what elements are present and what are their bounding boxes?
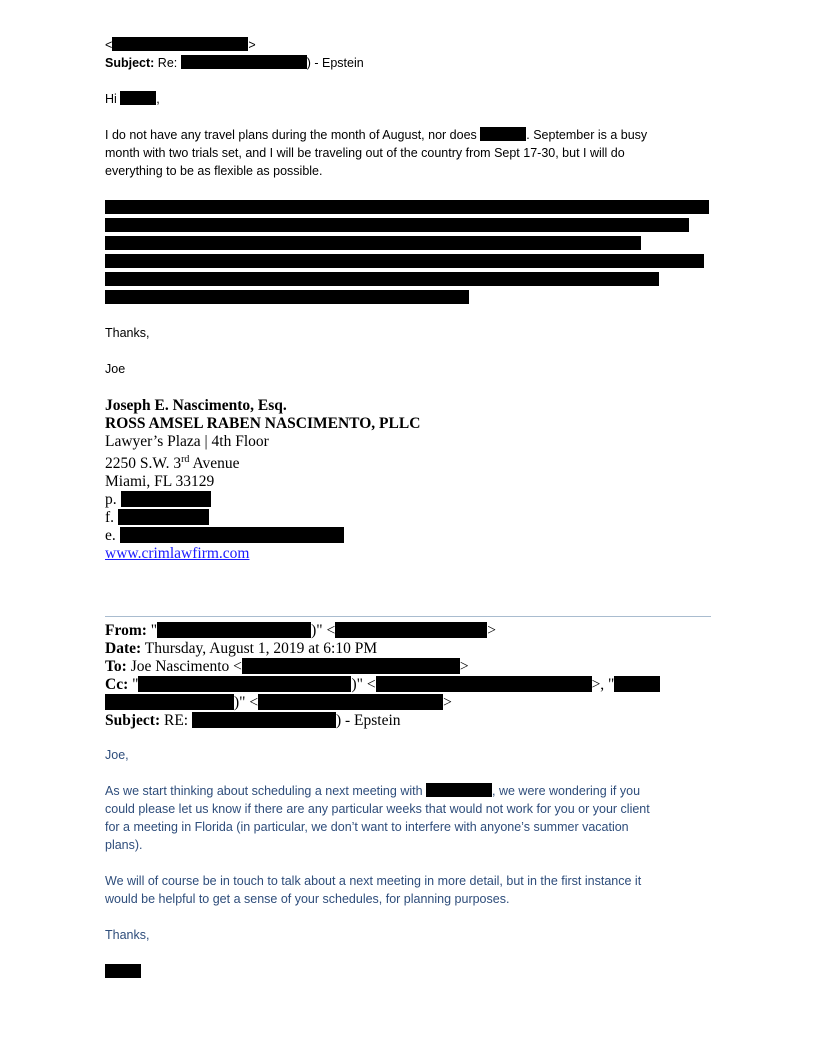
greeting-text: Hi [105,92,117,106]
redaction [112,37,248,51]
quoted-para-line: could please let us know if there are any particular weeks that would not work for you or your client [105,802,650,816]
redaction [121,491,211,507]
redaction [105,236,641,250]
email-label: e. [105,527,116,544]
address-street-end: Avenue [189,455,240,472]
quoted-text: , we were wondering if you [492,784,641,798]
quoted-para-line: would be helpful to get a sense of your schedules, for planning purposes. [105,892,510,906]
redaction [105,694,234,710]
quoted-para-line: plans). [105,838,143,852]
reply-para-line: month with two trials set, and I will be traveling out of the country from Sept 17-30, but I will do [105,146,625,160]
redaction [118,509,209,525]
signature-email [105,527,344,545]
fax-label: f. [105,509,115,526]
redaction [105,254,704,268]
quoted-from [105,622,496,640]
phone-label: p. [105,491,117,508]
quoted-cc-continued [105,694,452,712]
redaction [120,91,156,105]
to-label: To: [105,658,127,675]
from-label: From: [105,622,147,639]
signature-website [105,545,249,563]
subject-prefix: Re: [157,56,178,70]
signature-address3: Miami, FL 33129 [105,473,215,490]
signature-fax [105,509,209,527]
from-mid: )" < [311,622,336,639]
reply-greeting [105,90,160,108]
date-label: Date: [105,640,142,657]
reply-para-line: everything to be as flexible as possible. [105,164,323,178]
quote-mark: " [132,676,139,693]
angle-open: < [105,38,113,52]
reply-closing: Thanks, [105,326,150,340]
reply-para-line [105,126,647,144]
cc-label: Cc: [105,676,129,693]
subject-label: Subject: [105,56,155,70]
redaction [105,200,709,214]
address-street: 2250 S.W. 3 [105,455,182,472]
to-value: Joe Nascimento < [130,658,242,675]
signature-name: Joseph E. Nascimento, Esq. [105,397,287,414]
redaction [480,127,526,141]
date-value: Thursday, August 1, 2019 at 6:10 PM [144,640,378,657]
signature-address2 [105,455,240,473]
quoted-para-line: We will of course be in touch to talk about a next meeting in more detail, but in the first instance it [105,874,642,888]
cc2-end: > [443,694,452,711]
quoted-para-line: for a meeting in Florida (in particular, we don’t want to interfere with anyone’s summer vacation [105,820,629,834]
redaction [138,676,351,692]
redaction [335,622,487,638]
subject-suffix: ) - Epstein [335,712,401,729]
subject-prefix: RE: [163,712,189,729]
redaction [426,783,492,797]
quoted-text: As we start thinking about scheduling a next meeting with [105,784,423,798]
cc-end: >, " [591,676,615,693]
reply-signoff: Joe [105,362,126,376]
quoted-subject [105,712,401,730]
angle-close: > [248,38,256,52]
reply-text: I do not have any travel plans during the month of August, nor does [105,128,477,142]
redaction [105,218,689,232]
signature-firm: ROSS AMSEL RABEN NASCIMENTO, PLLC [105,415,421,432]
cc2-mid: )" < [234,694,259,711]
to-end: > [459,658,469,675]
address-sup: rd [181,454,190,465]
subject-suffix: ) - Epstein [306,56,364,70]
redaction [192,712,336,728]
redaction [242,658,460,674]
quoted-para-line [105,782,640,800]
subject-label: Subject: [105,712,161,729]
redaction [181,55,307,69]
quoted-closing: Thanks, [105,928,150,942]
signature-phone [105,491,211,509]
header-recipient-line [105,36,256,54]
greeting-comma: , [156,92,160,106]
cc-mid: )" < [351,676,376,693]
quoted-cc [105,676,660,694]
divider [105,616,711,617]
quoted-date [105,640,377,658]
quoted-greeting: Joe, [105,748,129,762]
reply-text: . September is a busy [526,128,648,142]
quote-mark: " [150,622,158,639]
signature-address1: Lawyer’s Plaza | 4th Floor [105,433,269,450]
redaction [105,272,659,286]
quoted-to [105,658,469,676]
header-subject-line [105,54,364,72]
redaction [105,964,141,978]
website-link[interactable]: www.crimlawfirm.com [105,545,250,562]
from-end: > [487,622,496,639]
redaction [258,694,443,710]
redaction [376,676,592,692]
redaction [157,622,311,638]
redaction [120,527,344,543]
redaction [614,676,660,692]
redaction [105,290,469,304]
